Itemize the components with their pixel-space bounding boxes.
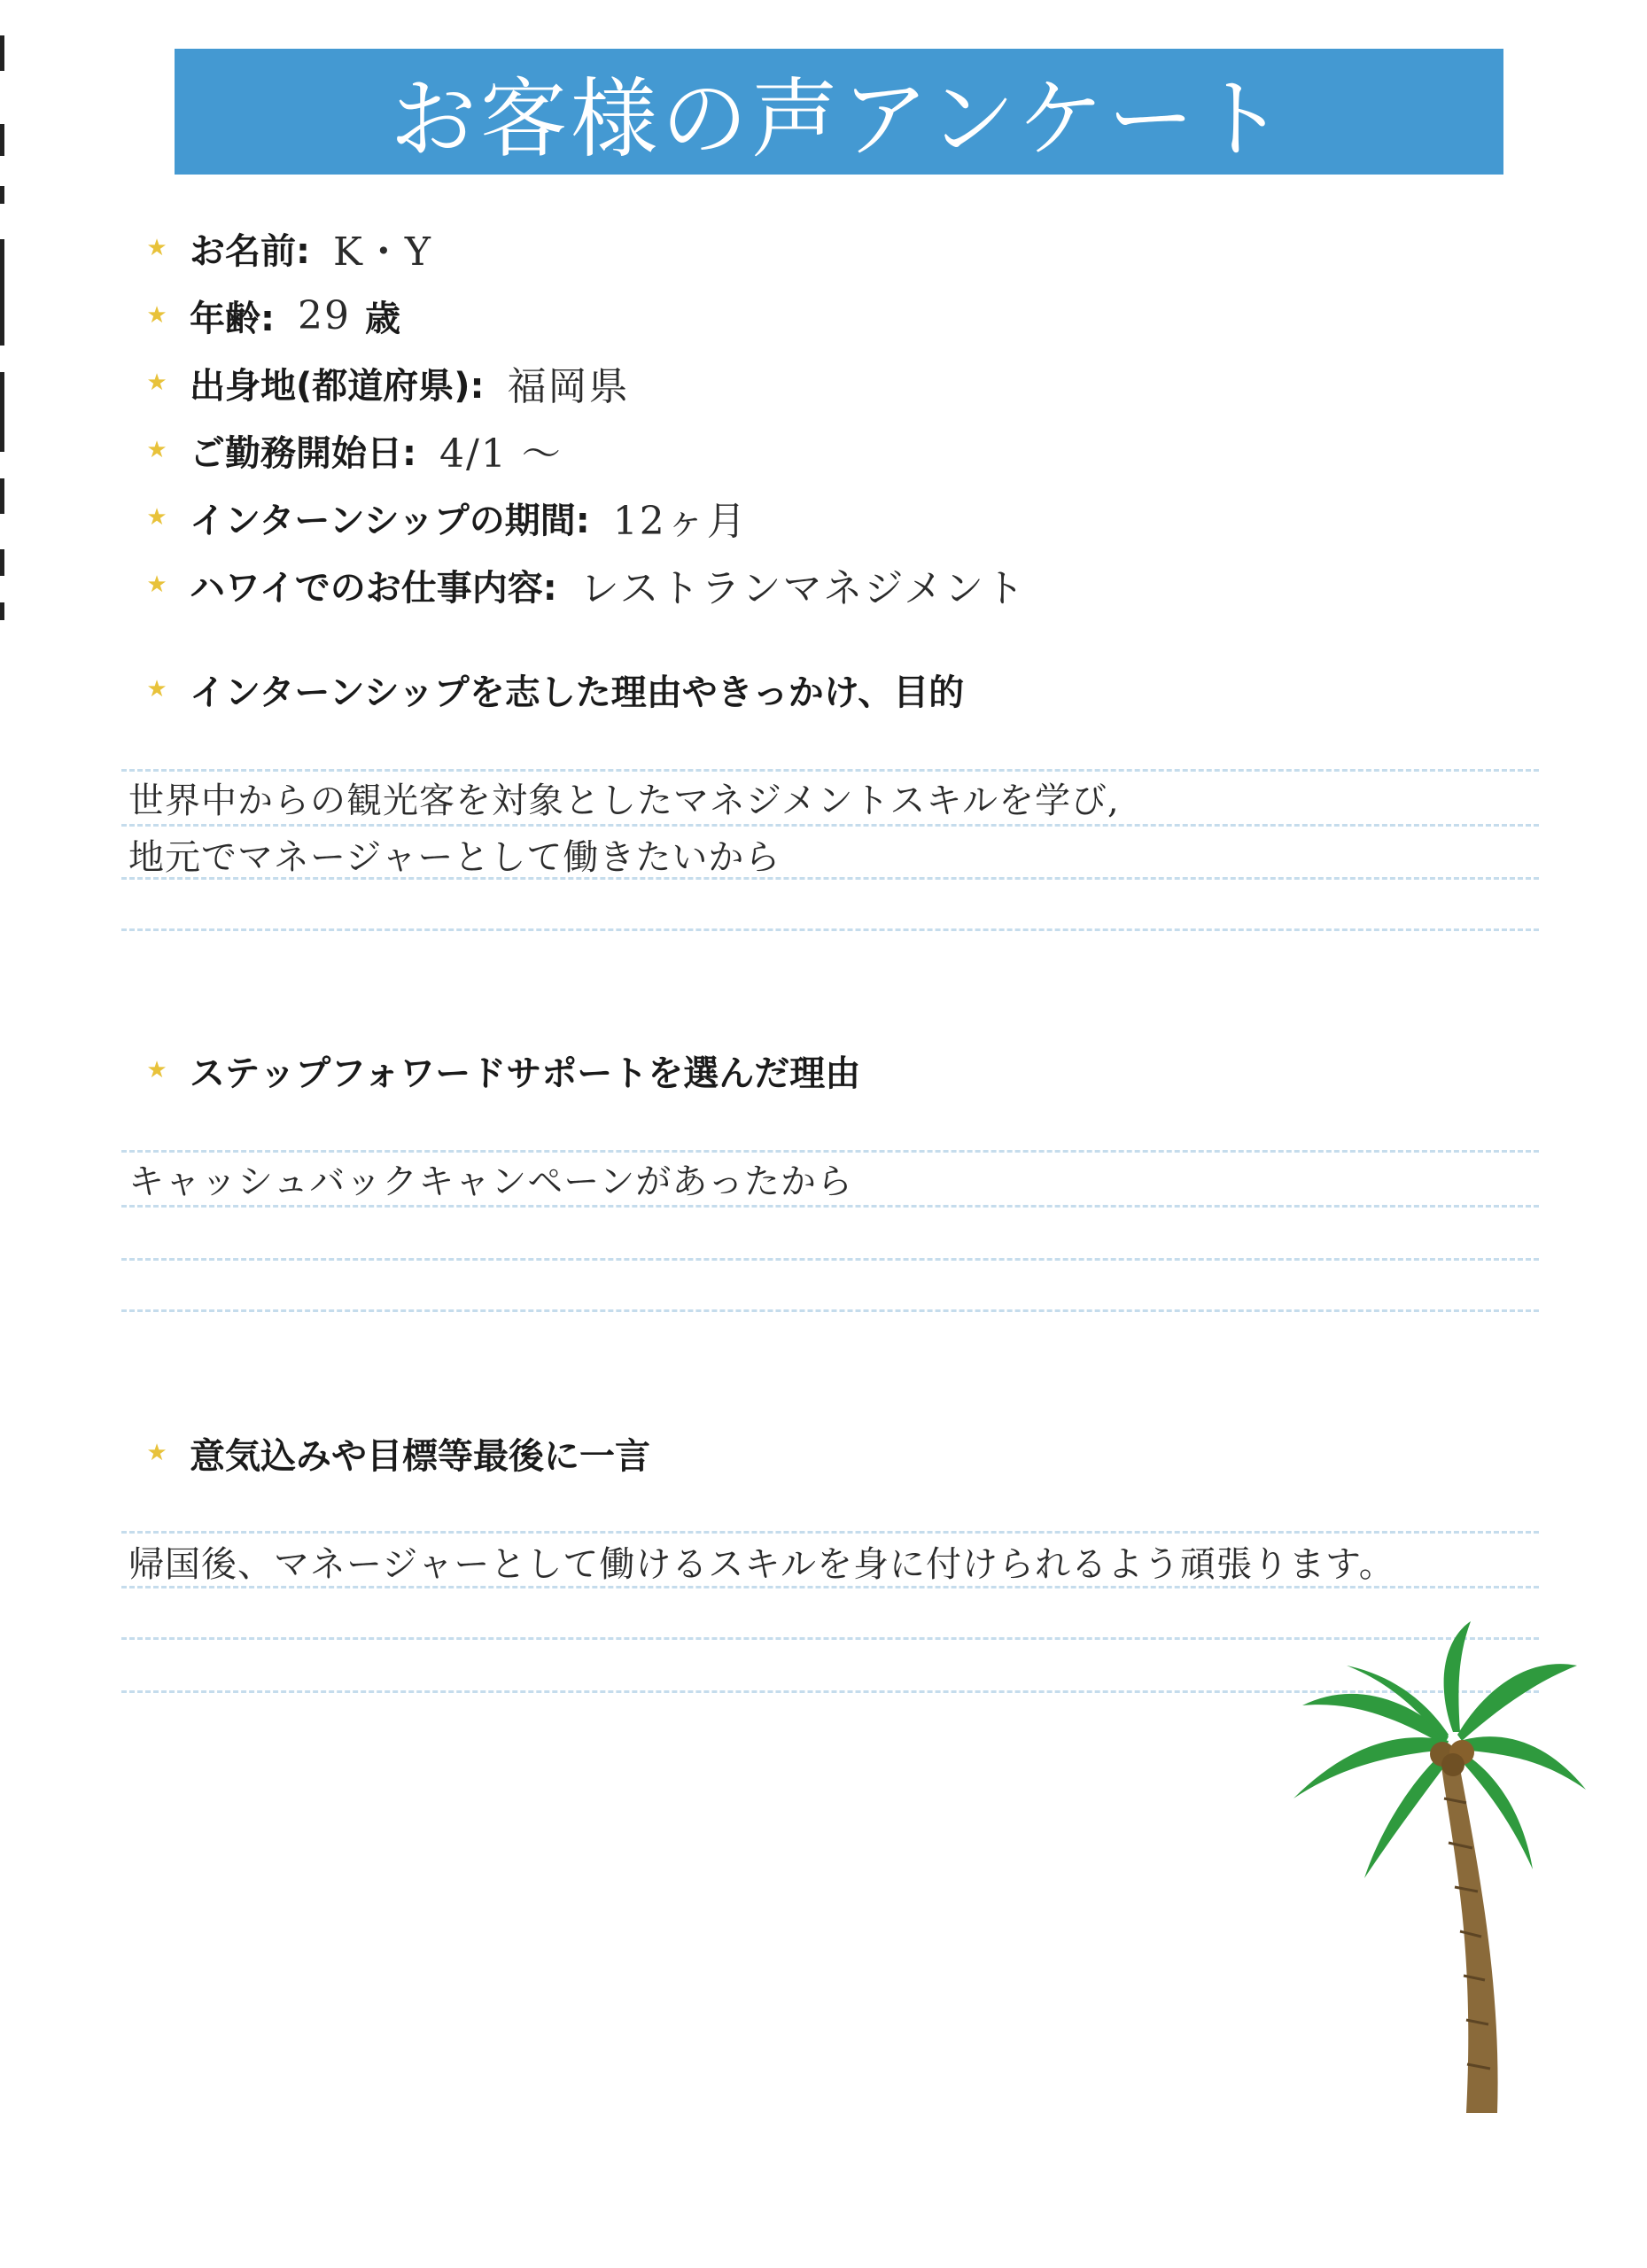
field-hometown	[124, 356, 630, 409]
field-value: 12ヶ月	[612, 499, 748, 544]
field-label: 出身地(都道府県):	[190, 365, 485, 407]
ruled-line	[121, 769, 1539, 772]
ruled-line	[121, 1150, 1539, 1153]
field-value: 4/1 ～	[439, 431, 563, 477]
ruled-line	[121, 928, 1539, 931]
field-value: 福岡県	[507, 364, 630, 409]
field-period	[124, 491, 748, 544]
field-age	[124, 289, 400, 342]
ruled-line	[121, 1205, 1539, 1208]
section-heading-reason	[124, 663, 964, 716]
section-heading-why-us	[124, 1044, 860, 1097]
scan-edge-marks	[0, 35, 5, 620]
page-title: お客様の声アンケート	[389, 68, 1289, 170]
star-icon: ★	[146, 369, 167, 396]
star-icon: ★	[146, 1440, 167, 1466]
field-value: レストランマネジメント	[579, 566, 1027, 611]
palm-tree-illustration	[1285, 1621, 1586, 2117]
ruled-line	[121, 824, 1539, 827]
field-job	[124, 558, 1026, 611]
field-label: ご勤務開始日:	[190, 432, 416, 474]
field-value: 29	[298, 292, 351, 338]
ruled-line	[121, 1309, 1539, 1312]
ruled-line	[121, 1531, 1539, 1534]
answer-line: キャッシュバックキャンペーンがあったから	[128, 1161, 853, 1202]
star-icon: ★	[146, 571, 167, 598]
section-heading-text: 意気込みや目標等最後に一言	[190, 1435, 650, 1477]
field-label: インターンシップの期間:	[190, 500, 590, 541]
star-icon: ★	[146, 676, 167, 703]
answer-line: 世界中からの観光客を対象としたマネジメントスキルを学び,	[128, 781, 1120, 821]
star-icon: ★	[146, 302, 167, 329]
field-label: 年齢:	[190, 298, 275, 339]
star-icon: ★	[146, 1057, 167, 1084]
field-name	[124, 221, 432, 275]
field-label: ハワイでのお仕事内容:	[190, 567, 557, 609]
section-heading-text: インターンシップを志した理由やきっかけ、目的	[190, 672, 965, 713]
section-heading-text: ステップフォワードサポートを選んだ理由	[190, 1052, 861, 1094]
section-heading-message	[124, 1426, 650, 1480]
answer-line: 地元でマネージャーとして働きたいから	[128, 837, 781, 878]
ruled-line	[121, 1258, 1539, 1261]
field-label: お名前:	[190, 230, 310, 272]
star-icon: ★	[146, 437, 167, 463]
field-start-date	[124, 423, 563, 477]
title-banner	[175, 49, 1503, 175]
star-icon: ★	[146, 504, 167, 531]
field-value: K・Y	[333, 229, 432, 275]
field-suffix: 歳	[365, 298, 400, 339]
star-icon: ★	[146, 235, 167, 261]
answer-line: 帰国後、マネージャーとして働けるスキルを身に付けられるよう頑張ります。	[128, 1544, 1395, 1585]
